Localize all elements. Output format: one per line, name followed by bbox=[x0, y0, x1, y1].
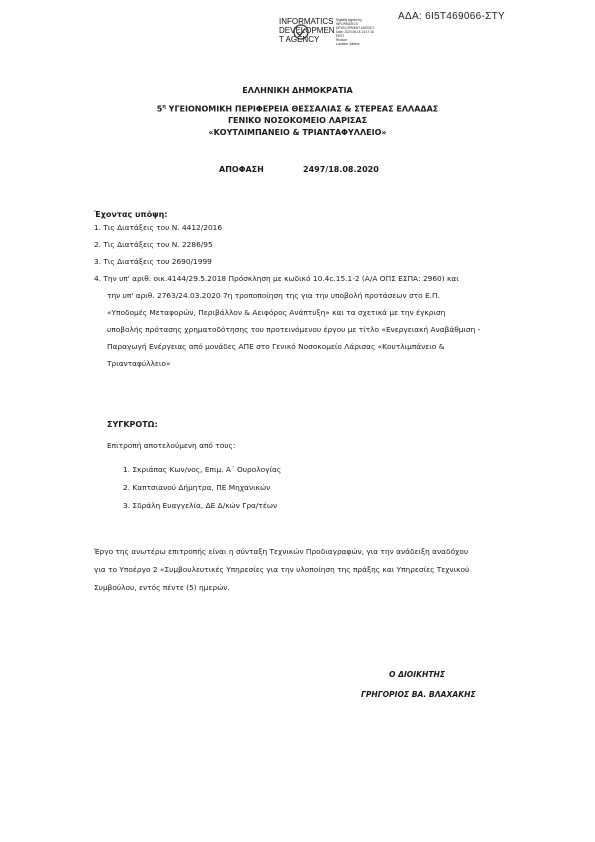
digital-signature-logo bbox=[279, 17, 399, 55]
signature-detail-line: Reason: bbox=[336, 38, 348, 42]
decision-label: ΑΠΟΦΑΣΗ bbox=[219, 165, 264, 174]
signature-detail-line: DEVELOPMENT AGENCY bbox=[336, 26, 375, 30]
regard-item-4-line: 4. Την υπ' αριθ. οικ.4144/29.5.2018 Πρόσκληση με κωδικό 10.4c.15.1-2 (Α/Α ΟΠΣ ΕΣΠΑ: 2960) και bbox=[94, 274, 459, 283]
regard-item-4-line: την υπ' αριθ. 2763/24.03.2020 7η τροποποίηση της για την υποβολή προτάσεων στο Ε.Π. bbox=[107, 291, 440, 300]
signature-detail-line: Date: 2020.08.18 13:17:16 bbox=[336, 30, 374, 34]
committee-title: ΣΥΓΚΡΟΤΩ: bbox=[107, 420, 158, 429]
committee-member: 2. Καπτσιανού Δήμητρα, ΠΕ Μηχανικών bbox=[123, 483, 271, 492]
regard-item-4-line: «Υποδομές Μεταφορών, Περιβάλλον & Αειφόρος Ανάπτυξη» και τα σχετικά με την έγκριση bbox=[107, 308, 446, 317]
signature-detail-line: Digitally signed by bbox=[336, 18, 362, 22]
logo-line-1: INFORMATICS bbox=[279, 17, 334, 26]
signature-details bbox=[336, 18, 374, 46]
regard-item-4-line: Τριανταφύλλειο» bbox=[107, 359, 171, 368]
regard-item-4-line: υποβολής πρότασης χρηματοδότησης του προτεινόμενου έργου με τίτλο «Ενεργειακή Αναβάθμιση - bbox=[107, 325, 481, 334]
header-region-ordinal: η bbox=[162, 104, 166, 110]
header-region-number: 5 bbox=[156, 104, 163, 114]
regard-item: 1. Τις Διατάξεις του Ν. 4412/2016 bbox=[94, 223, 223, 232]
regard-item: 2. Τις Διατάξεις του Ν. 2286/95 bbox=[94, 240, 213, 249]
header-health-region bbox=[0, 104, 595, 114]
committee-member: 1. Σκριάπας Κων/νος, Επιμ. Α΄ Ουρολογίας bbox=[123, 465, 282, 474]
signature-detail-line: Location: Athens bbox=[336, 42, 360, 46]
signature-detail-line: EEST bbox=[336, 34, 345, 38]
logo-line-3: T AGENCY bbox=[279, 35, 320, 44]
committee-member: 3. Σδράλη Ευαγγελία, ΔΕ Δ/κών Γρα/τέων bbox=[123, 501, 278, 510]
header-hospital: ΓΕΝΙΚΟ ΝΟΣΟΚΟΜΕΙΟ ΛΑΡΙΣΑΣ bbox=[227, 116, 368, 125]
logo-line-2: DEVELOPMEN bbox=[279, 26, 335, 35]
ada-code: ΑΔΑ: 6Ι5Τ469066-ΣΤΥ bbox=[398, 11, 505, 22]
signatory-name: ΓΡΗΓΟΡΙΟΣ ΒΑ. ΒΛΑΧΑΚΗΣ bbox=[361, 690, 476, 699]
having-regard-title: Έχοντας υπόψη: bbox=[94, 210, 168, 219]
committee-intro: Επιτροπή αποτελούμενη από τους: bbox=[107, 441, 236, 450]
signatory-role: Ο ΔΙΟΙΚΗΤΗΣ bbox=[389, 670, 446, 679]
task-paragraph-line: Έργο της ανωτέρω επιτροπής είναι η σύνταξη Τεχνικών Προδιαγραφών, για την ανάδειξη αναδόχου bbox=[94, 547, 469, 556]
header-republic: ΕΛΛΗΝΙΚΗ ΔΗΜΟΚΡΑΤΙΑ bbox=[242, 86, 353, 95]
regard-item: 3. Τις Διατάξεις του 2690/1999 bbox=[94, 257, 212, 266]
regard-item-4-line: Παραγωγή Ενέργειας από μονάδες ΑΠΕ στο Γενικό Νοσοκομείο Λάρισας «Κουτλιμπάνειο & bbox=[107, 342, 445, 351]
signature-detail-line: INFORMATICS bbox=[336, 22, 358, 26]
task-paragraph-line: για το Υποέργο 2 «Συμβουλευτικές Υπηρεσίες για την υλοποίηση της πράξης και Υπηρεσίες Τεχνικού bbox=[94, 565, 470, 574]
signature-seal-icon bbox=[293, 24, 309, 40]
header-region-name: ΥΓΕΙΟΝΟΜΙΚΗ ΠΕΡΙΦΕΡΕΙΑ ΘΕΣΣΑΛΙΑΣ & ΣΤΕΡΕΑΣ ΕΛΛΑΔΑΣ bbox=[165, 104, 439, 114]
header-hospital-name: «ΚΟΥΤΛΙΜΠΑΝΕΙΟ & ΤΡΙΑΝΤΑΦΥΛΛΕΙΟ» bbox=[208, 128, 387, 137]
decision-number: 2497/18.08.2020 bbox=[303, 165, 379, 174]
task-paragraph-line: Συμβούλου, εντός πέντε (5) ημερών. bbox=[94, 583, 230, 592]
